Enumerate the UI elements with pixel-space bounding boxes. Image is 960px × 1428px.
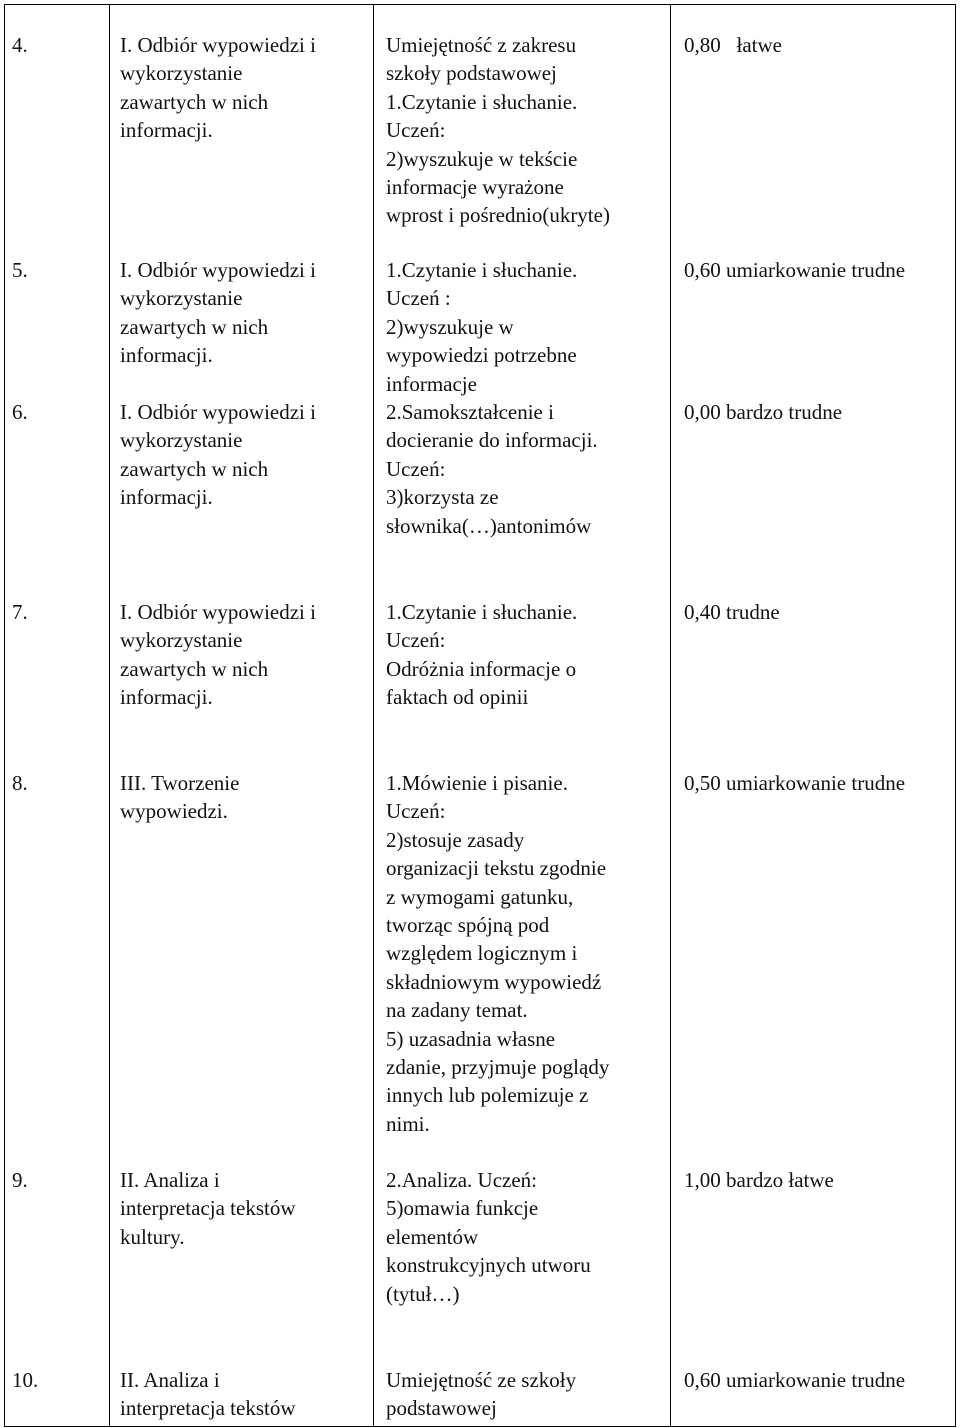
skill-line: zdanie, przyjmuje poglądy bbox=[386, 1055, 610, 1080]
section-cell bbox=[120, 769, 239, 826]
skill-line: szkoły podstawowej bbox=[386, 61, 557, 86]
skill-line: Odróżnia informacje o bbox=[386, 656, 577, 681]
section-line: wypowiedzi. bbox=[120, 799, 228, 824]
skill-line: Uczeń: bbox=[386, 799, 446, 824]
section-line: zawartych w nich bbox=[120, 656, 269, 681]
section-line: informacji. bbox=[120, 343, 213, 368]
task-number: 7. bbox=[12, 600, 28, 624]
difficulty-cell: 0,60 umiarkowanie trudne bbox=[684, 1368, 906, 1392]
skill-line: 1.Czytanie i słuchanie. bbox=[386, 600, 578, 624]
section-line: I. Odbiór wypowiedzi i bbox=[120, 600, 316, 624]
skill-line: faktach od opinii bbox=[386, 685, 529, 710]
skill-line: 2.Analiza. Uczeń: bbox=[386, 1168, 538, 1192]
task-number: 9. bbox=[12, 1168, 28, 1192]
skill-line: 1.Mówienie i pisanie. bbox=[386, 771, 568, 795]
skill-line: 3)korzysta ze bbox=[386, 485, 499, 510]
table-column-divider bbox=[670, 4, 671, 1427]
skill-line: tworząc spójną pod bbox=[386, 913, 550, 938]
section-line: II. Analiza i bbox=[120, 1368, 220, 1392]
skill-line: Uczeń: bbox=[386, 118, 446, 143]
skill-line: elementów bbox=[386, 1224, 479, 1249]
skill-line: nimi. bbox=[386, 1111, 430, 1136]
skill-line: 2.Samokształcenie i bbox=[386, 400, 554, 425]
skill-line: względem logicznym i bbox=[386, 941, 578, 966]
skill-line: składniowym wypowiedź bbox=[386, 969, 602, 994]
task-number: 10. bbox=[12, 1368, 39, 1392]
section-line: I. Odbiór wypowiedzi i bbox=[120, 258, 316, 282]
skill-line: organizacji tekstu zgodnie bbox=[386, 856, 607, 881]
skill-line: Umiejętność z zakresu bbox=[386, 33, 577, 57]
table-column-divider bbox=[955, 4, 956, 1427]
section-line: informacji. bbox=[120, 485, 213, 510]
task-number: 8. bbox=[12, 771, 28, 795]
section-cell bbox=[120, 398, 316, 512]
skill-line: konstrukcyjnych utworu bbox=[386, 1253, 591, 1278]
skill-line: Uczeń: bbox=[386, 628, 446, 653]
section-line: wykorzystanie bbox=[120, 628, 243, 653]
difficulty-cell: 0,80 łatwe bbox=[684, 33, 782, 57]
section-line: zawartych w nich bbox=[120, 89, 269, 114]
difficulty-cell: 0,00 bardzo trudne bbox=[684, 400, 843, 424]
skill-line: na zadany temat. bbox=[386, 998, 528, 1023]
skill-cell bbox=[386, 1166, 591, 1308]
table-border-horizontal bbox=[4, 1426, 956, 1427]
skill-line: wypowiedzi potrzebne bbox=[386, 343, 577, 368]
difficulty-cell: 0,40 trudne bbox=[684, 600, 780, 624]
difficulty-cell: 0,60 umiarkowanie trudne bbox=[684, 258, 906, 282]
skill-cell bbox=[386, 256, 598, 540]
difficulty-cell: 1,00 bardzo łatwe bbox=[684, 1168, 834, 1192]
skill-line: 1.Czytanie i słuchanie. bbox=[386, 258, 578, 282]
section-cell bbox=[120, 31, 316, 145]
section-cell bbox=[120, 598, 316, 712]
section-line: interpretacja tekstów bbox=[120, 1196, 296, 1221]
task-number: 5. bbox=[12, 258, 28, 282]
section-line: informacji. bbox=[120, 118, 213, 143]
table-column-divider bbox=[4, 4, 5, 1427]
skill-line: innych lub polemizuje z bbox=[386, 1083, 589, 1108]
skill-line: informacje bbox=[386, 371, 477, 396]
skill-line: podstawowej bbox=[386, 1396, 497, 1421]
skill-cell bbox=[386, 598, 577, 712]
skill-line: 2)wyszukuje w tekście bbox=[386, 146, 578, 171]
section-line: interpretacja tekstów bbox=[120, 1396, 296, 1421]
skill-line: (tytuł…) bbox=[386, 1281, 460, 1306]
skill-line: słownika(…)antonimów bbox=[386, 513, 592, 538]
skill-line: 5)omawia funkcje bbox=[386, 1196, 539, 1221]
section-cell bbox=[120, 1166, 296, 1251]
section-line: kultury. bbox=[120, 1224, 185, 1249]
section-line: I. Odbiór wypowiedzi i bbox=[120, 400, 316, 424]
section-line: zawartych w nich bbox=[120, 456, 269, 481]
skill-line: 2)wyszukuje w bbox=[386, 314, 514, 339]
skill-line: wprost i pośrednio(ukryte) bbox=[386, 203, 610, 228]
section-line: wykorzystanie bbox=[120, 428, 243, 453]
table-column-divider bbox=[373, 4, 374, 1427]
table-column-divider bbox=[109, 4, 110, 1427]
skill-cell bbox=[386, 31, 610, 230]
section-line: informacji. bbox=[120, 685, 213, 710]
task-number: 6. bbox=[12, 400, 28, 424]
section-cell bbox=[120, 1366, 296, 1423]
skill-line: 5) uzasadnia własne bbox=[386, 1026, 556, 1051]
skill-cell bbox=[386, 1366, 576, 1423]
section-line: III. Tworzenie bbox=[120, 771, 240, 795]
table-border-horizontal bbox=[4, 4, 956, 5]
section-line: wykorzystanie bbox=[120, 286, 243, 311]
skill-line: 1.Czytanie i słuchanie. bbox=[386, 89, 578, 114]
skill-line: Umiejętność ze szkoły bbox=[386, 1368, 577, 1392]
skill-line: docieranie do informacji. bbox=[386, 428, 598, 453]
section-line: I. Odbiór wypowiedzi i bbox=[120, 33, 316, 57]
skill-line: Uczeń : bbox=[386, 286, 451, 311]
section-line: wykorzystanie bbox=[120, 61, 243, 86]
section-line: II. Analiza i bbox=[120, 1168, 220, 1192]
skill-cell bbox=[386, 769, 609, 1138]
section-cell bbox=[120, 256, 316, 370]
skill-line: informacje wyrażone bbox=[386, 175, 564, 200]
skill-line: z wymogami gatunku, bbox=[386, 884, 574, 909]
section-line: zawartych w nich bbox=[120, 314, 269, 339]
skill-line: Uczeń: bbox=[386, 456, 446, 481]
task-number: 4. bbox=[12, 33, 28, 57]
difficulty-cell: 0,50 umiarkowanie trudne bbox=[684, 771, 906, 795]
skill-line: 2)stosuje zasady bbox=[386, 827, 525, 852]
